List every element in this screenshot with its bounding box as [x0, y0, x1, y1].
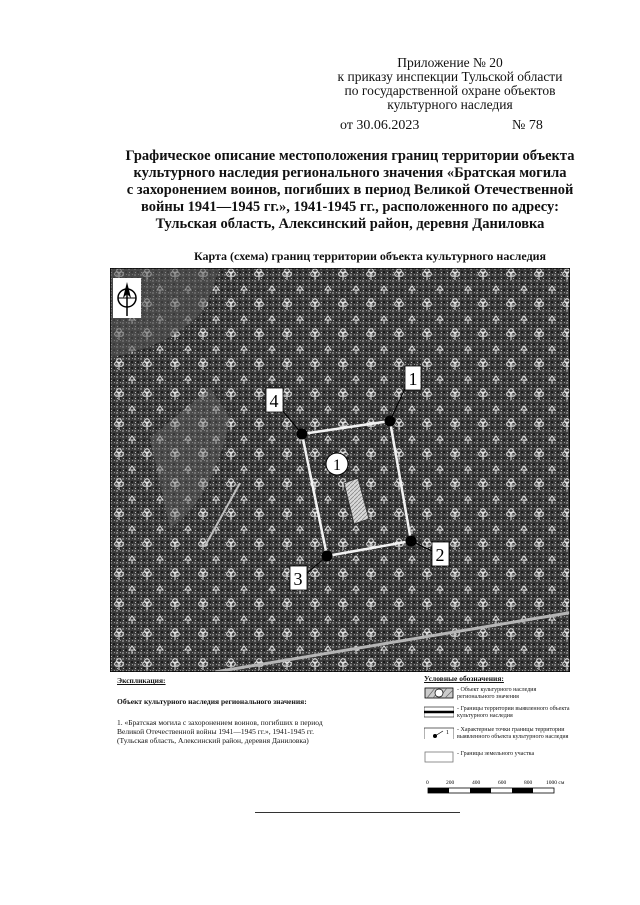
legend-point-number: 1 [446, 730, 449, 736]
point-label-1: 1 [408, 369, 418, 389]
legend-row-boundary [424, 706, 574, 722]
explication [117, 676, 417, 745]
title-line-3: с захоронением воинов, погибших в период Великой Отечественной [126, 182, 574, 198]
scale-tick-1000: 1000 см [546, 780, 565, 786]
legend-heading: Условные обозначения: [424, 674, 504, 683]
document-title [60, 148, 640, 233]
legend-item-boundary: - Границы территории выявленного объекта культурного наследия [457, 706, 570, 719]
scale-tick-600: 600 [498, 780, 507, 786]
map-caption: Карта (схема) границ территории объекта культурного наследия [193, 249, 547, 263]
title-line-4: войны 1941—1945 гг.», 1941-1945 гг., расположенного по адресу: [141, 199, 559, 215]
legend-row-parcel [424, 751, 574, 767]
map-scheme [110, 268, 570, 672]
scale-tick-200: 200 [446, 780, 455, 786]
explication-item-line-1: 1. «Братская могила с захоронением воинов, погибших в период [117, 718, 323, 727]
scale-bar [424, 776, 574, 798]
legend-object-symbol [424, 687, 454, 699]
legend-parcel-symbol [424, 751, 454, 763]
point-label-2: 2 [435, 545, 445, 565]
north-arrow-icon [113, 278, 141, 318]
appendix-line-4: культурного наследия [387, 97, 513, 112]
scale-tick-800: 800 [524, 780, 533, 786]
appendix-line-2: к приказу инспекции Тульской области [337, 69, 563, 84]
title-line-5: Тульская область, Алексинский район, деревня Даниловка [155, 216, 545, 232]
explication-heading: Экспликация: [117, 676, 166, 685]
order-date: от 30.06.2023 [340, 118, 420, 133]
explication-item-line-3: (Тульская область, Алексинский район, деревня Даниловка) [117, 736, 309, 745]
appendix-line-1: Приложение № 20 [397, 55, 503, 70]
appendix-line-3: по государственной охране объектов [344, 83, 556, 98]
scale-tick-400: 400 [472, 780, 481, 786]
title-line-2: культурного наследия регионального значения «Братская могила [133, 165, 567, 181]
bottom-divider [255, 812, 460, 813]
explication-subheading: Объект культурного наследия регионального значения: [117, 697, 307, 706]
legend-row-points [424, 727, 574, 743]
legend-item-points: - Характерные точки границы территории выявленного объекта культурного наследия [457, 727, 569, 740]
legend-item-parcel: - Границы земельного участка [457, 751, 535, 757]
order-number: № 78 [512, 118, 543, 133]
legend-row-object [424, 687, 574, 703]
legend-item-object: - Объект культурного наследия регионального значения [457, 687, 537, 700]
point-label-4: 4 [269, 391, 279, 411]
scale-tick-0: 0 [426, 780, 429, 786]
title-line-1: Графическое описание местоположения границ территории объекта [125, 148, 575, 164]
object-number-label: 1 [333, 457, 341, 474]
point-label-3: 3 [293, 569, 303, 589]
legend-boundary-symbol [424, 706, 454, 718]
legend-point-symbol [424, 727, 454, 739]
legend [424, 674, 574, 757]
appendix-header [300, 56, 600, 112]
explication-item-line-2: Великой Отечественной войны 1941—1945 гг.», 1941-1945 гг. [117, 727, 315, 736]
scale-bar-svg [424, 776, 574, 798]
map-svg [110, 268, 570, 672]
